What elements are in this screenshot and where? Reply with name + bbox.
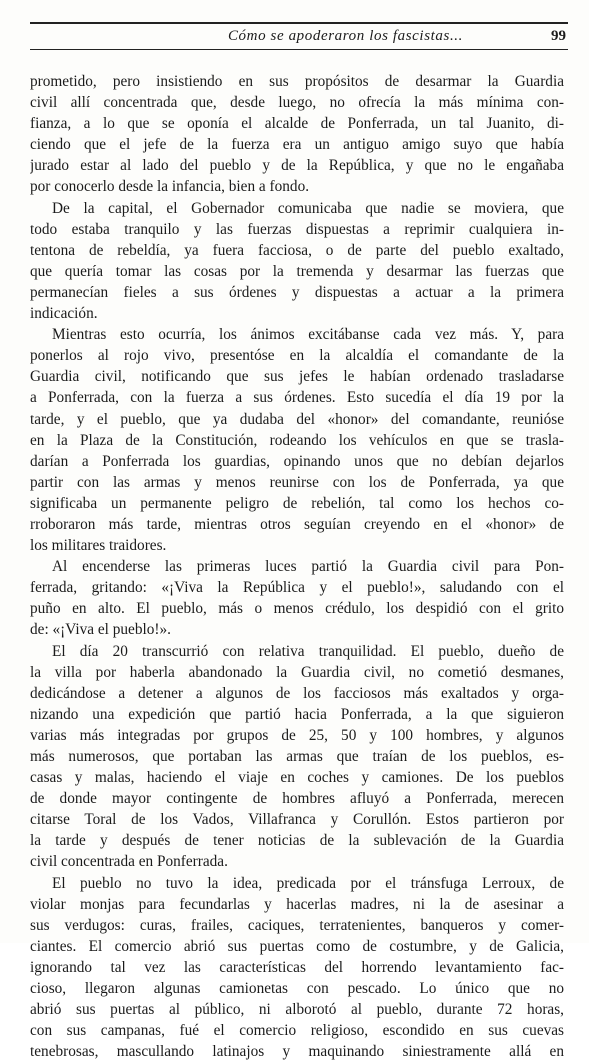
body-text [30,71,564,1062]
text-line: De la capital, el Gobernador comunicaba que nadie se moviera, que [52,199,564,217]
text-line: la villa por haberla abandonado la Guardia civil, no cometió desmanes, [30,663,564,681]
text-line: significaba un permanente peligro de rebelión, tal como los hechos co- [30,494,564,512]
text-line: la tarde y después de tener noticias de la sublevación de la Guardia [30,832,564,850]
text-line: El pueblo no tuvo la idea, predicada por el tránsfuga Lerroux, de [52,874,564,892]
text-line: El día 20 transcurrió con relativa tranquilidad. El pueblo, dueño de [52,642,564,660]
text-line: civil concentrada en Ponferrada. [30,853,228,871]
text-line: ponerlos al rojo vivo, presentóse en la alcaldía el comandante de la [30,347,564,365]
text-line: con sus campanas, fué el comercio religioso, escondido en sus cuevas [30,1022,564,1040]
text-line: cioso, llegaron algunas camionetas con pescado. Lo único que no [30,980,564,998]
running-header [30,22,568,50]
text-line: tarde, y el pueblo, que ya dudaba del «honor» del comandante, reunióse [30,410,564,428]
text-line: todo estaba tranquilo y las fuerzas dispuestas a reprimir cualquiera in- [30,220,564,238]
text-line: Al encenderse las primeras luces partió la Guardia civil para Pon- [52,558,564,576]
text-line: indicación. [30,305,98,323]
text-line: ciantes. El comercio abrió sus puertas como de costumbre, y de Galicia, [30,937,564,955]
text-line: que quería tomar las cosas por la tremenda y desarmar las fuerzas que [30,262,564,280]
text-line: violar monjas para fecundarlas y hacerlas madres, ni la de asesinar a [30,895,564,913]
text-line: permanecían fieles a sus órdenes y dispuestas a actuar a la primera [30,283,564,301]
text-line: citarse Toral de los Vados, Villafranca y Corullón. Estos partieron por [30,811,564,829]
text-line: casas y malas, haciendo el viaje en coches y camiones. De los pueblos [30,769,564,787]
page-number: 99 [551,28,566,44]
text-line: Mientras esto ocurría, los ánimos excitábanse cada vez más. Y, para [52,326,564,344]
text-line: de donde mayor contingente de hombres afluyó a Ponferrada, merecen [30,790,564,808]
text-line: nizando una expedición que partió hacia Ponferrada, a la que siguieron [30,705,564,723]
text-line: ciendo que el jefe de la fuerza era un antiguo amigo suyo que había [30,136,564,154]
text-line: dedicándose a detener a algunos de los facciosos más exaltados y orga- [30,684,564,702]
text-line: tentona de rebeldía, ya fuera facciosa, o de parte del pueblo exaltado, [30,241,564,259]
text-line: en la Plaza de la Constitución, rodeando los vehículos en que se trasla- [30,431,564,449]
text-line: varias más integradas por grupos de 25, 50 y 100 hombres, y algunos [30,726,564,744]
text-line: de: «¡Viva el pueblo!». [30,621,171,639]
text-line: los militares traidores. [30,537,167,555]
text-line: civil allí concentrada que, desde luego, no ofrecía la más mínima con- [30,94,564,112]
text-line: por conocerlo desde la infancia, bien a fondo. [30,178,310,196]
text-line: Guardia civil, notificando que sus jefes le habían ordenado trasladarse [30,368,564,386]
text-line: a Ponferrada, con la fuerza a sus órdenes. Esto sucedía el día 19 por la [30,389,564,407]
text-line: ferrada, gritando: «¡Viva la República y el pueblo!», saludando con el [30,579,564,597]
text-line: más numerosos, que portaban las armas que traían de los pueblos, es- [30,748,564,765]
text-line: tenebrosas, mascullando latinajos y maquinando siniestramente allá en [30,1043,564,1061]
text-line: puño en alto. El pueblo, más o menos crédulo, los despidió con el grito [30,600,564,618]
text-line: darían a Ponferrada los guardias, opinando unos que no debían dejarlos [30,452,564,470]
text-line: sus verdugos: curas, frailes, caciques, terratenientes, banqueros y comer- [30,916,564,934]
text-line: abrió sus puertas al público, ni alborotó al pueblo, durante 72 horas, [30,1001,564,1019]
text-line: prometido, pero insistiendo en sus propósitos de desarmar la Guardia [30,73,564,90]
text-line: partir con las armas y menos reunirse con los de Ponferrada, ya que [30,473,564,491]
text-line: jurado estar al lado del pueblo y de la República, y que no le engañaba [30,157,564,175]
text-line: rroboraron más tarde, mientras otros seguían creyendo en el «honor» de [30,515,564,533]
text-line: fianza, a lo que se oponía el alcalde de Ponferrada, un tal Juanito, di- [30,115,564,133]
text-line: ignorando tal vez las características del horrendo levantamiento fac- [30,958,564,976]
running-title: Cómo se apoderaron los fascistas... [227,28,463,44]
